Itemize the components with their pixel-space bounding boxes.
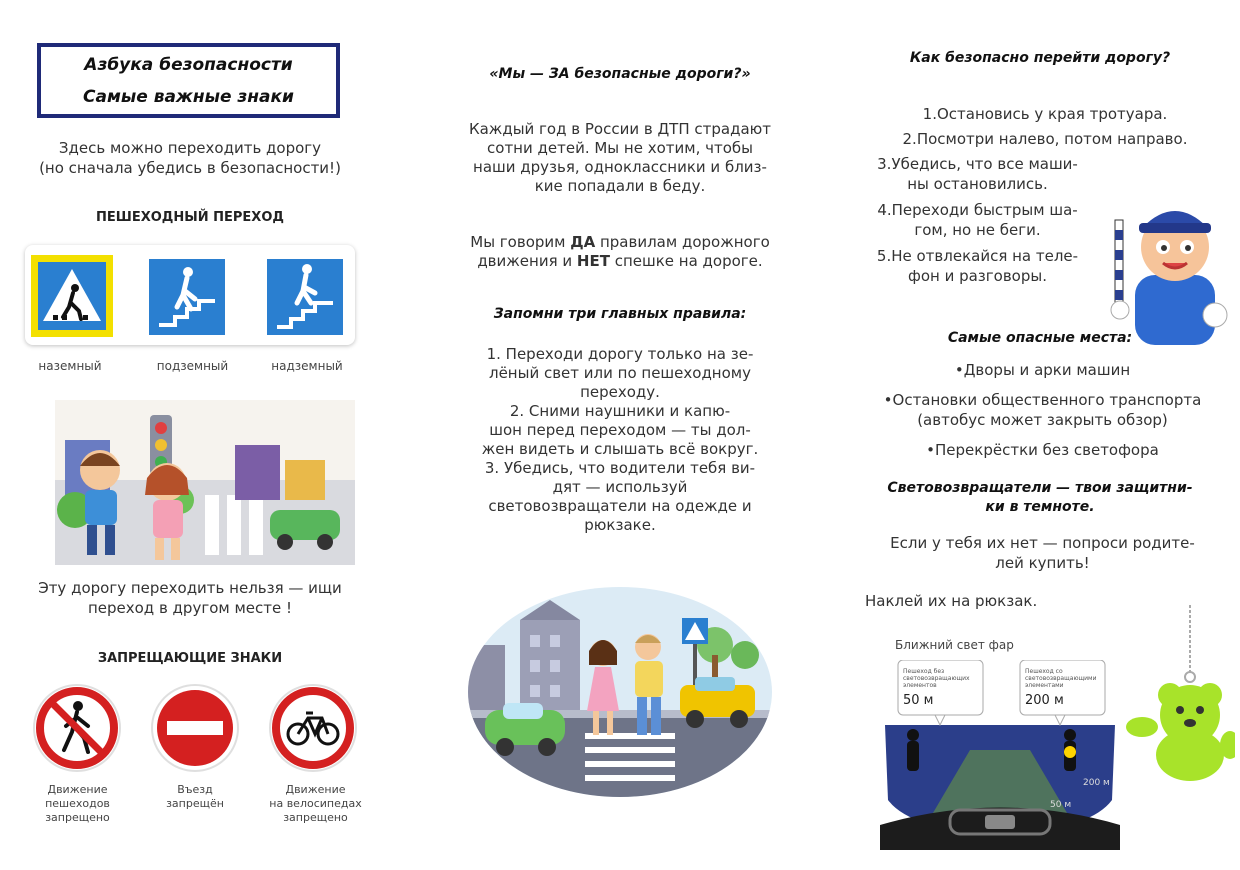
ground-crossing-sign-icon [31, 255, 113, 337]
text-span: движения и [477, 252, 577, 270]
step-line: 5.Не отвлекайся на теле- [876, 247, 1079, 265]
danger-item: •Остановки общественного транспорта [883, 391, 1202, 409]
step-line: 1.Остановись у края тротуара. [922, 105, 1168, 123]
paragraph-line: кие попадали в беду. [534, 177, 706, 195]
reflector-bear-illustration [1120, 605, 1235, 785]
warning-text [15, 578, 365, 618]
prohibit-heading: ЗАПРЕЩАЮЩИЕ ЗНАКИ [97, 651, 283, 666]
rule-line: 2. Сними наушники и капю- [509, 402, 731, 420]
text-span: правилам дорожного [595, 233, 770, 251]
overpass-crossing-sign-icon [267, 259, 343, 335]
intro-text [20, 138, 360, 178]
rule-line: световозвращатели на одежде и [488, 497, 752, 515]
crossing-signs [25, 245, 355, 345]
paragraph-line: сотни детей. Мы не хотим, чтобы [487, 139, 753, 157]
rule-line: шон перед переходом — ты дол- [489, 421, 751, 439]
reflector-sticker-text: Наклей их на рюкзак. [865, 592, 1038, 610]
reflector-text [850, 533, 1235, 573]
intro-line-1: Здесь можно переходить дорогу [58, 139, 322, 157]
rule-line: жен видеть и слышать всё вокруг. [481, 440, 759, 458]
rules-list [430, 345, 810, 535]
right-heading: Как безопасно перейти дорогу? [909, 50, 1171, 66]
no-word: НЕТ [576, 252, 610, 270]
crossing-scene-illustration [465, 585, 775, 800]
bubble2-text: Пешеход со световозвращающими элементами [1025, 668, 1097, 689]
danger-item: (автобус может закрыть обзор) [917, 411, 1168, 429]
rule-line: переходу. [580, 383, 660, 401]
no-line [430, 252, 810, 271]
rules-heading: Запомни три главных правила: [493, 306, 747, 322]
sign-caption-underground: подземный [156, 359, 229, 373]
danger-item: •Дворы и арки машин [954, 361, 1131, 379]
text-span: Мы говорим [470, 233, 571, 251]
no-bicycles-caption [258, 783, 373, 825]
bubble1-value: 50 м [903, 693, 934, 708]
paragraph-line: наши друзья, одноклассники и близ- [473, 158, 767, 176]
children-crossing-illustration [55, 400, 355, 565]
text-span: спешке на дороге. [609, 252, 763, 270]
rule-line: рюкзаке. [584, 516, 656, 534]
yes-word: ДА [570, 233, 596, 251]
caption-line: на велосипедах [269, 797, 362, 810]
no-entry-sign-icon [152, 685, 238, 771]
rule-line: 3. Убедись, что водители тебя ви- [484, 459, 756, 477]
caption-line: пешеходов [45, 797, 110, 810]
no-pedestrians-caption [25, 783, 130, 825]
reflector-heading-line: ки в темноте. [985, 499, 1095, 515]
rule-line: дят — используй [552, 478, 688, 496]
reflector-heading-line: Световозвращатели — твои защитни- [887, 480, 1193, 496]
no-bicycles-sign-icon [270, 685, 356, 771]
danger-item: •Перекрёстки без светофора [926, 441, 1159, 459]
reflector-text-line: лей купить! [995, 554, 1090, 572]
bubble2-value: 200 м [1025, 693, 1064, 708]
right-column [845, 0, 1240, 870]
underground-crossing-sign-icon [149, 259, 225, 335]
reflector-text-line: Если у тебя их нет — попроси родите- [890, 534, 1195, 552]
danger-heading: Самые опасные места: [947, 330, 1133, 346]
rule-line: лёный свет или по пешеходному [488, 364, 751, 382]
step-line: гом, но не беги. [914, 221, 1041, 239]
yes-no-paragraph [430, 233, 810, 271]
caption-line: Движение [47, 783, 108, 796]
steps-3-5 [860, 154, 1095, 286]
no-pedestrians-sign-icon [34, 685, 120, 771]
step-line: 3.Убедись, что все маши- [877, 155, 1078, 173]
yes-line [430, 233, 810, 252]
caption-line: запрещено [45, 811, 110, 824]
slogan: «Мы — ЗА безопасные дороги?» [489, 66, 751, 82]
caption-line: запрещён [166, 797, 224, 810]
title-line-1: Азбука безопасности [84, 55, 293, 75]
sign-caption-ground: наземный [38, 359, 102, 373]
road-mark-200: 200 м [1083, 778, 1110, 788]
warning-line-2: переход в другом месте ! [87, 599, 293, 617]
bubble1-text: Пешеход без световозвращающих элементов [903, 668, 970, 689]
warning-line-1: Эту дорогу переходить нельзя — ищи [38, 579, 342, 597]
middle-column [420, 0, 820, 870]
title-line-2: Самые важные знаки [83, 87, 294, 107]
step-line: ны остановились. [907, 175, 1048, 193]
road-mark-50: 50 м [1050, 800, 1072, 810]
left-column [0, 0, 380, 870]
crossing-heading: ПЕШЕХОДНЫЙ ПЕРЕХОД [96, 210, 284, 225]
intro-paragraph [430, 120, 810, 196]
intro-line-2: (но сначала убедись в безопасности!) [39, 159, 341, 177]
step-line: 4.Переходи быстрым ша- [877, 201, 1078, 219]
no-entry-caption [145, 783, 245, 811]
paragraph-line: Каждый год в России в ДТП страдают [468, 120, 772, 138]
reflector-heading [845, 479, 1235, 517]
sign-caption-overpass: надземный [271, 359, 343, 373]
caption-line: Движение [285, 783, 346, 796]
danger-list [850, 360, 1235, 460]
title-box [37, 43, 340, 118]
rule-line: 1. Переходи дорогу только на зе- [486, 345, 754, 363]
infographic-title: Ближний свет фар [895, 638, 1014, 652]
crossing-signs-panel [25, 245, 355, 345]
traffic-inspector-illustration [1105, 175, 1240, 345]
caption-line: запрещено [283, 811, 348, 824]
caption-line: Въезд [177, 783, 213, 796]
steps-1-2 [855, 102, 1235, 152]
prohibit-signs [30, 682, 360, 777]
step-line: фон и разговоры. [908, 267, 1047, 285]
step-line: 2.Посмотри налево, потом направо. [902, 130, 1188, 148]
